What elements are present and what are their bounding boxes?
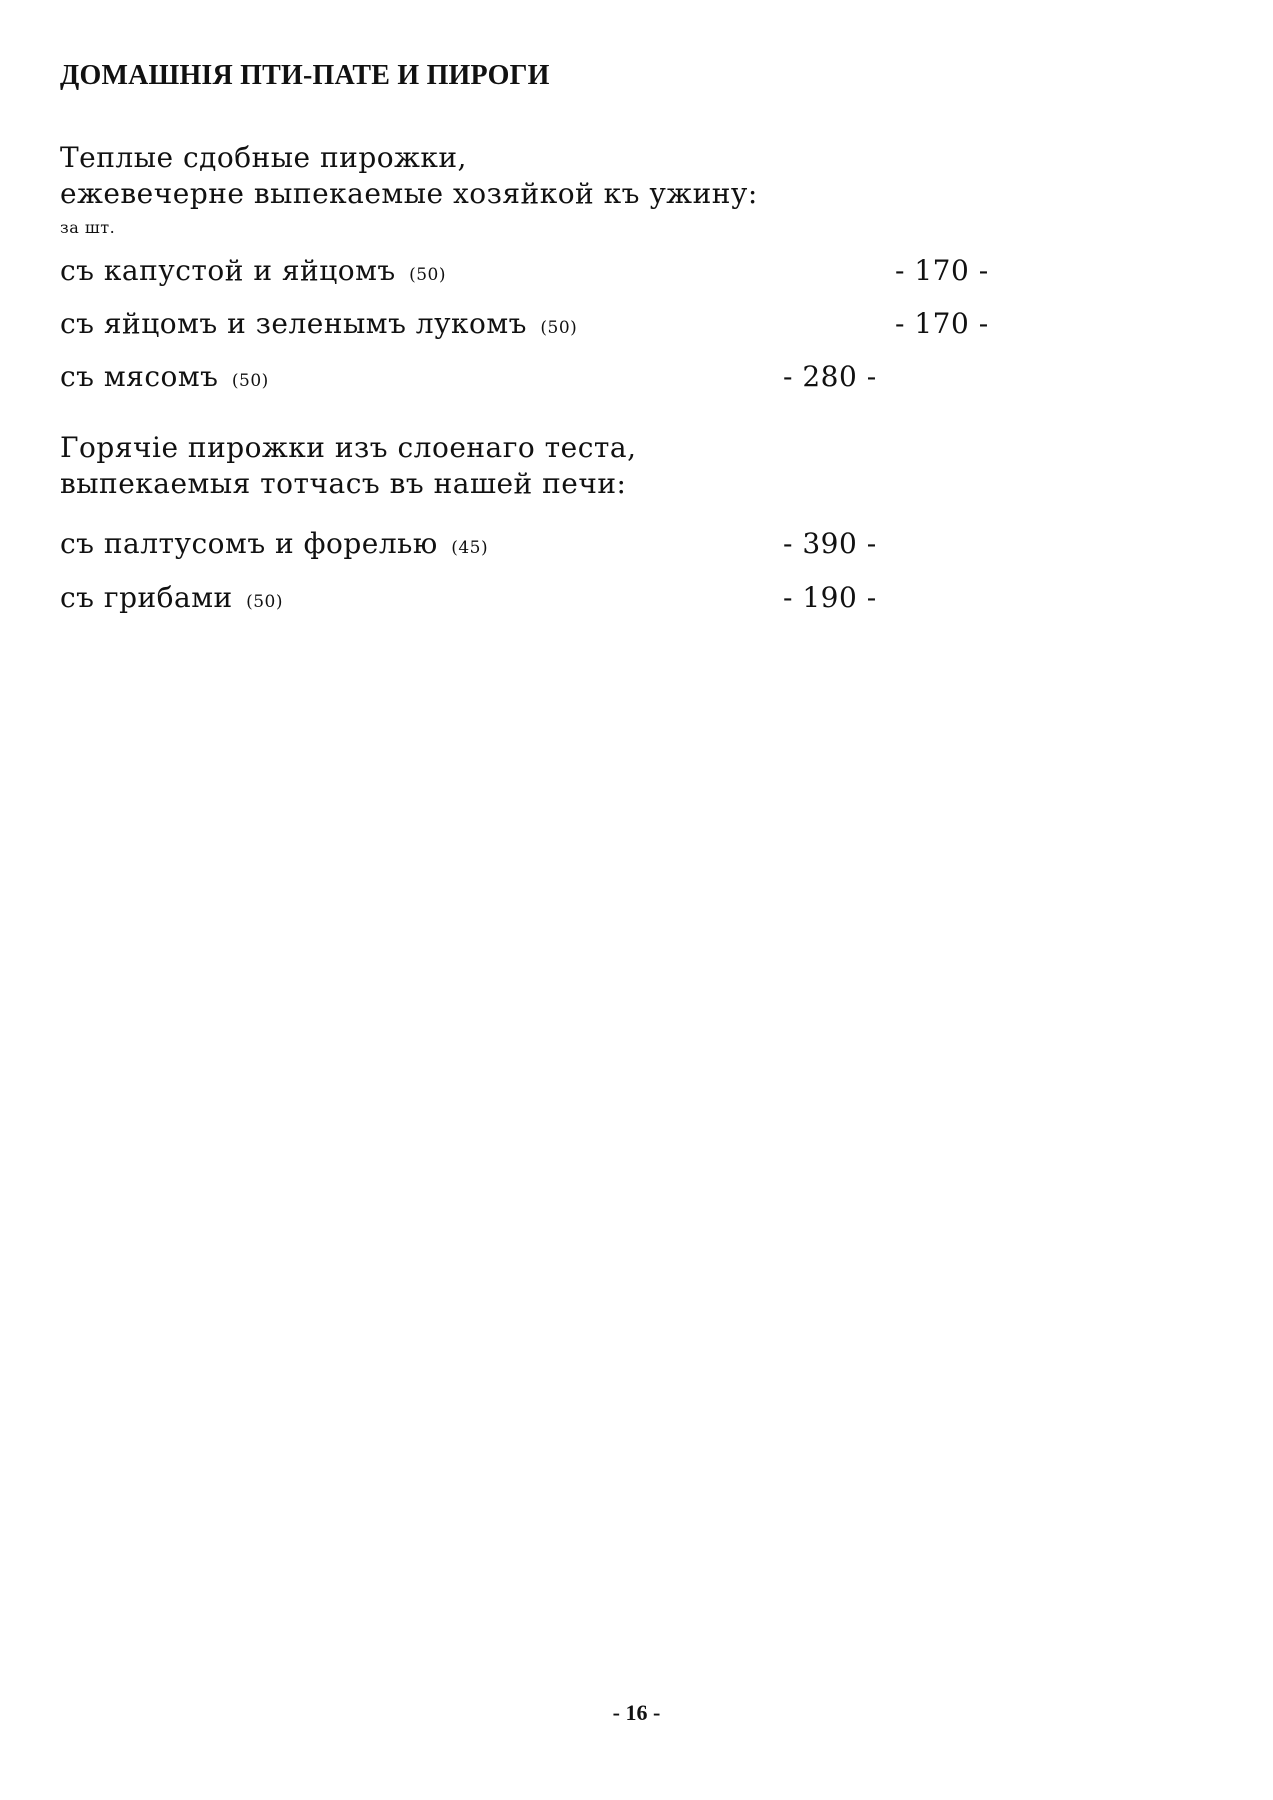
- menu-item: [60, 527, 488, 560]
- item-name: съ грибами: [60, 581, 233, 614]
- item-price: - 280 -: [783, 360, 877, 393]
- item-price: - 190 -: [783, 581, 877, 614]
- item-price: - 170 -: [895, 307, 989, 340]
- item-name: съ капустой и яйцомъ: [60, 254, 396, 287]
- item-name: съ мясомъ: [60, 360, 219, 393]
- menu-item: [60, 307, 577, 340]
- item-weight: (45): [451, 538, 489, 558]
- page-number: - 16 -: [612, 1700, 661, 1725]
- item-price: - 390 -: [783, 527, 877, 560]
- item-name: съ яйцомъ и зеленымъ лукомъ: [60, 307, 527, 340]
- menu-item: [60, 581, 283, 614]
- item-weight: (50): [246, 592, 283, 612]
- group-intro-sweet-pies: [60, 140, 758, 212]
- intro-line: выпекаемыя тотчасъ въ нашей печи:: [60, 467, 627, 500]
- item-weight: (50): [409, 265, 446, 285]
- item-price: - 170 -: [895, 254, 989, 287]
- item-weight: (50): [540, 318, 578, 338]
- item-weight: (50): [231, 371, 269, 391]
- section-title: ДОМАШНІЯ ПТИ-ПАТЕ И ПИРОГИ: [60, 60, 550, 91]
- intro-line: ежевечерне выпекаемые хозяйкой къ ужину:: [60, 177, 758, 210]
- intro-line: Горячіе пирожки изъ слоенаго теста,: [60, 431, 637, 464]
- intro-line: Теплые сдобные пирожки,: [60, 141, 467, 174]
- group-intro-puff-pies: [60, 430, 637, 502]
- menu-item: [60, 254, 446, 287]
- item-name: съ палтусомъ и форелью: [60, 527, 438, 560]
- menu-item: [60, 360, 269, 393]
- unit-note: за шт.: [60, 218, 116, 237]
